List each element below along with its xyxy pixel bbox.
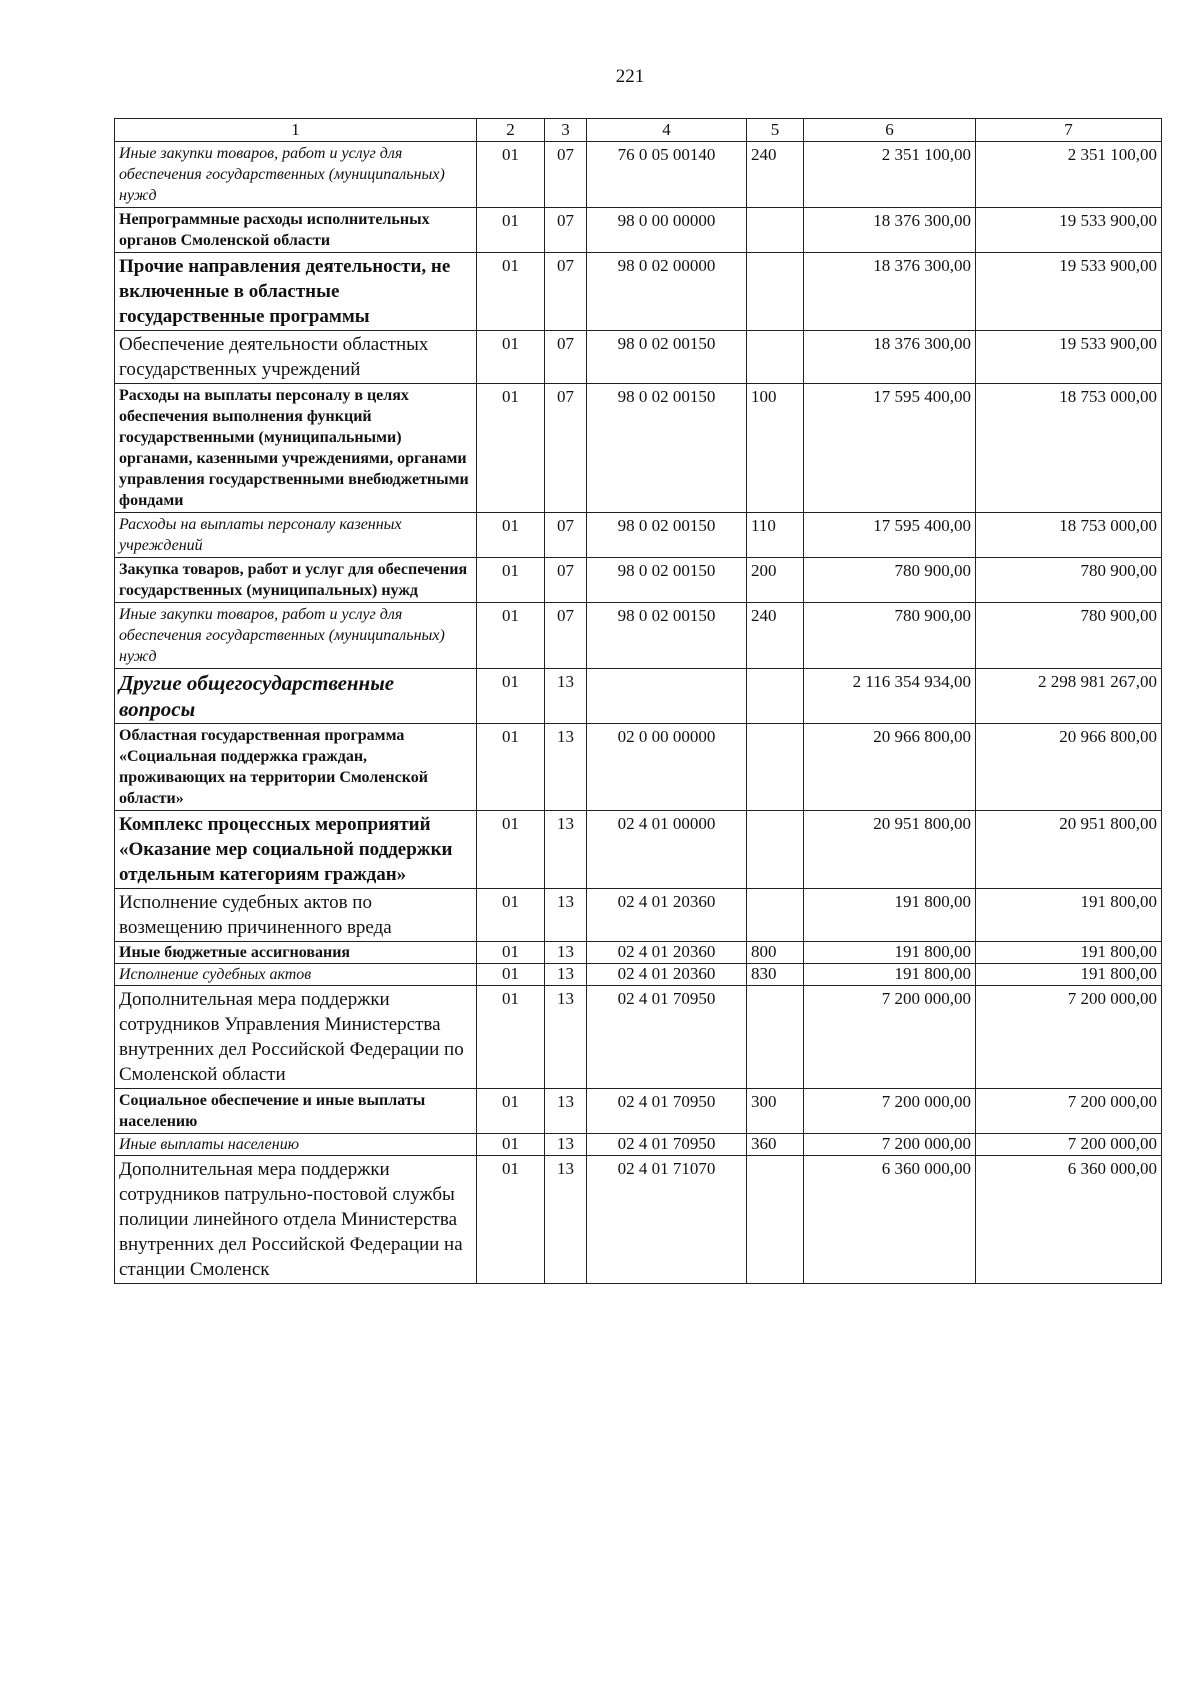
expense-type-cell	[747, 331, 804, 384]
table-row	[115, 889, 1162, 942]
section-code-cell: 01	[477, 1156, 545, 1284]
section-code-cell: 01	[477, 889, 545, 942]
subsection-code-cell: 13	[545, 724, 587, 811]
target-article-cell: 02 4 01 70950	[587, 1089, 747, 1134]
subsection-code-cell: 07	[545, 253, 587, 331]
expense-name-cell: Расходы на выплаты персоналу казенных учреждений	[115, 513, 477, 558]
section-code-cell: 01	[477, 331, 545, 384]
column-header: 5	[747, 119, 804, 142]
expense-name-cell: Исполнение судебных актов	[115, 964, 477, 986]
expense-name-cell: Закупка товаров, работ и услуг для обеспечения государственных (муниципальных) нужд	[115, 558, 477, 603]
target-article-cell: 02 4 01 00000	[587, 811, 747, 889]
expense-type-cell	[747, 811, 804, 889]
expense-type-cell	[747, 986, 804, 1089]
expense-name-cell: Исполнение судебных актов по возмещению причиненного вреда	[115, 889, 477, 942]
amount-year2-cell: 18 753 000,00	[976, 384, 1162, 513]
expense-name-cell: Иные закупки товаров, работ и услуг для обеспечения государственных (муниципальных) нужд	[115, 603, 477, 669]
expense-type-cell: 300	[747, 1089, 804, 1134]
expense-name-cell: Прочие направления деятельности, не включенные в областные государственные программы	[115, 253, 477, 331]
table-row	[115, 558, 1162, 603]
amount-year1-cell: 18 376 300,00	[804, 253, 976, 331]
amount-year2-cell: 2 298 981 267,00	[976, 669, 1162, 724]
target-article-cell: 02 4 01 20360	[587, 889, 747, 942]
table-row	[115, 986, 1162, 1089]
amount-year1-cell: 20 966 800,00	[804, 724, 976, 811]
amount-year1-cell: 17 595 400,00	[804, 513, 976, 558]
amount-year1-cell: 6 360 000,00	[804, 1156, 976, 1284]
expense-type-cell: 240	[747, 603, 804, 669]
section-code-cell: 01	[477, 1089, 545, 1134]
expense-type-cell	[747, 253, 804, 331]
amount-year1-cell: 191 800,00	[804, 889, 976, 942]
table-header-row	[115, 119, 1162, 142]
amount-year2-cell: 6 360 000,00	[976, 1156, 1162, 1284]
amount-year2-cell: 7 200 000,00	[976, 1089, 1162, 1134]
amount-year2-cell: 780 900,00	[976, 558, 1162, 603]
amount-year2-cell: 780 900,00	[976, 603, 1162, 669]
amount-year1-cell: 20 951 800,00	[804, 811, 976, 889]
subsection-code-cell: 07	[545, 384, 587, 513]
amount-year2-cell: 19 533 900,00	[976, 331, 1162, 384]
table-row	[115, 208, 1162, 253]
expense-type-cell	[747, 889, 804, 942]
table-row	[115, 513, 1162, 558]
table-row	[115, 942, 1162, 964]
target-article-cell: 02 4 01 70950	[587, 1134, 747, 1156]
column-header: 7	[976, 119, 1162, 142]
subsection-code-cell: 13	[545, 942, 587, 964]
subsection-code-cell: 07	[545, 331, 587, 384]
expense-name-cell: Расходы на выплаты персоналу в целях обеспечения выполнения функций государственными (муниципальными) органами, казенными учреждениями, органами управления государственными внебюджетными фондами	[115, 384, 477, 513]
amount-year2-cell: 191 800,00	[976, 942, 1162, 964]
expense-name-cell: Комплекс процессных мероприятий «Оказание мер социальной поддержки отдельным категориям граждан»	[115, 811, 477, 889]
expense-type-cell: 200	[747, 558, 804, 603]
table-row	[115, 603, 1162, 669]
subsection-code-cell: 07	[545, 142, 587, 208]
table-row	[115, 811, 1162, 889]
target-article-cell: 98 0 02 00000	[587, 253, 747, 331]
amount-year2-cell: 19 533 900,00	[976, 253, 1162, 331]
amount-year1-cell: 191 800,00	[804, 942, 976, 964]
expense-name-cell: Другие общегосударственные вопросы	[115, 669, 477, 724]
expense-type-cell: 360	[747, 1134, 804, 1156]
table-row	[115, 142, 1162, 208]
section-code-cell: 01	[477, 1134, 545, 1156]
amount-year2-cell: 20 951 800,00	[976, 811, 1162, 889]
expense-name-cell: Обеспечение деятельности областных государственных учреждений	[115, 331, 477, 384]
budget-table	[114, 118, 1162, 1284]
table-body	[115, 119, 1162, 1284]
table-row	[115, 331, 1162, 384]
table-row	[115, 964, 1162, 986]
expense-type-cell: 830	[747, 964, 804, 986]
amount-year1-cell: 780 900,00	[804, 558, 976, 603]
expense-name-cell: Непрограммные расходы исполнительных органов Смоленской области	[115, 208, 477, 253]
expense-type-cell	[747, 1156, 804, 1284]
expense-name-cell: Иные бюджетные ассигнования	[115, 942, 477, 964]
target-article-cell: 98 0 02 00150	[587, 513, 747, 558]
target-article-cell: 76 0 05 00140	[587, 142, 747, 208]
column-header: 1	[115, 119, 477, 142]
amount-year1-cell: 7 200 000,00	[804, 1134, 976, 1156]
table-row	[115, 1134, 1162, 1156]
section-code-cell: 01	[477, 669, 545, 724]
expense-name-cell: Социальное обеспечение и иные выплаты населению	[115, 1089, 477, 1134]
amount-year2-cell: 20 966 800,00	[976, 724, 1162, 811]
amount-year1-cell: 7 200 000,00	[804, 986, 976, 1089]
target-article-cell: 98 0 00 00000	[587, 208, 747, 253]
subsection-code-cell: 13	[545, 889, 587, 942]
expense-type-cell	[747, 724, 804, 811]
amount-year2-cell: 7 200 000,00	[976, 1134, 1162, 1156]
target-article-cell: 98 0 02 00150	[587, 331, 747, 384]
expense-type-cell	[747, 669, 804, 724]
subsection-code-cell: 07	[545, 558, 587, 603]
section-code-cell: 01	[477, 253, 545, 331]
subsection-code-cell: 13	[545, 1089, 587, 1134]
table-row	[115, 669, 1162, 724]
section-code-cell: 01	[477, 558, 545, 603]
section-code-cell: 01	[477, 964, 545, 986]
table-row	[115, 1089, 1162, 1134]
amount-year2-cell: 7 200 000,00	[976, 986, 1162, 1089]
subsection-code-cell: 13	[545, 669, 587, 724]
expense-name-cell: Дополнительная мера поддержки сотрудников Управления Министерства внутренних дел Российской Федерации по Смоленской области	[115, 986, 477, 1089]
section-code-cell: 01	[477, 603, 545, 669]
amount-year1-cell: 780 900,00	[804, 603, 976, 669]
subsection-code-cell: 07	[545, 603, 587, 669]
subsection-code-cell: 13	[545, 964, 587, 986]
subsection-code-cell: 07	[545, 513, 587, 558]
amount-year1-cell: 2 116 354 934,00	[804, 669, 976, 724]
column-header: 6	[804, 119, 976, 142]
expense-name-cell: Иные закупки товаров, работ и услуг для обеспечения государственных (муниципальных) нужд	[115, 142, 477, 208]
section-code-cell: 01	[477, 142, 545, 208]
expense-name-cell: Иные выплаты населению	[115, 1134, 477, 1156]
section-code-cell: 01	[477, 513, 545, 558]
section-code-cell: 01	[477, 942, 545, 964]
expense-type-cell: 800	[747, 942, 804, 964]
subsection-code-cell: 07	[545, 208, 587, 253]
table-row	[115, 384, 1162, 513]
expense-type-cell	[747, 208, 804, 253]
amount-year2-cell: 2 351 100,00	[976, 142, 1162, 208]
target-article-cell: 02 4 01 70950	[587, 986, 747, 1089]
expense-type-cell: 240	[747, 142, 804, 208]
section-code-cell: 01	[477, 811, 545, 889]
subsection-code-cell: 13	[545, 1134, 587, 1156]
amount-year1-cell: 2 351 100,00	[804, 142, 976, 208]
target-article-cell: 98 0 02 00150	[587, 603, 747, 669]
target-article-cell: 02 4 01 20360	[587, 964, 747, 986]
column-header: 4	[587, 119, 747, 142]
section-code-cell: 01	[477, 724, 545, 811]
section-code-cell: 01	[477, 384, 545, 513]
subsection-code-cell: 13	[545, 1156, 587, 1284]
amount-year1-cell: 7 200 000,00	[804, 1089, 976, 1134]
target-article-cell: 02 0 00 00000	[587, 724, 747, 811]
target-article-cell: 98 0 02 00150	[587, 384, 747, 513]
subsection-code-cell: 13	[545, 811, 587, 889]
amount-year1-cell: 17 595 400,00	[804, 384, 976, 513]
subsection-code-cell: 13	[545, 986, 587, 1089]
target-article-cell: 02 4 01 71070	[587, 1156, 747, 1284]
amount-year2-cell: 19 533 900,00	[976, 208, 1162, 253]
amount-year2-cell: 18 753 000,00	[976, 513, 1162, 558]
target-article-cell: 02 4 01 20360	[587, 942, 747, 964]
expense-type-cell: 100	[747, 384, 804, 513]
amount-year2-cell: 191 800,00	[976, 964, 1162, 986]
table-row	[115, 253, 1162, 331]
expense-name-cell: Дополнительная мера поддержки сотрудников патрульно-постовой службы полиции линейного отдела Министерства внутренних дел Российской Федерации на станции Смоленск	[115, 1156, 477, 1284]
section-code-cell: 01	[477, 986, 545, 1089]
page-number: 221	[615, 66, 645, 87]
amount-year1-cell: 191 800,00	[804, 964, 976, 986]
expense-name-cell: Областная государственная программа «Социальная поддержка граждан, проживающих на территории Смоленской области»	[115, 724, 477, 811]
amount-year1-cell: 18 376 300,00	[804, 208, 976, 253]
amount-year2-cell: 191 800,00	[976, 889, 1162, 942]
table-row	[115, 724, 1162, 811]
column-header: 2	[477, 119, 545, 142]
section-code-cell: 01	[477, 208, 545, 253]
target-article-cell: 98 0 02 00150	[587, 558, 747, 603]
amount-year1-cell: 18 376 300,00	[804, 331, 976, 384]
table-row	[115, 1156, 1162, 1284]
expense-type-cell: 110	[747, 513, 804, 558]
target-article-cell	[587, 669, 747, 724]
column-header: 3	[545, 119, 587, 142]
